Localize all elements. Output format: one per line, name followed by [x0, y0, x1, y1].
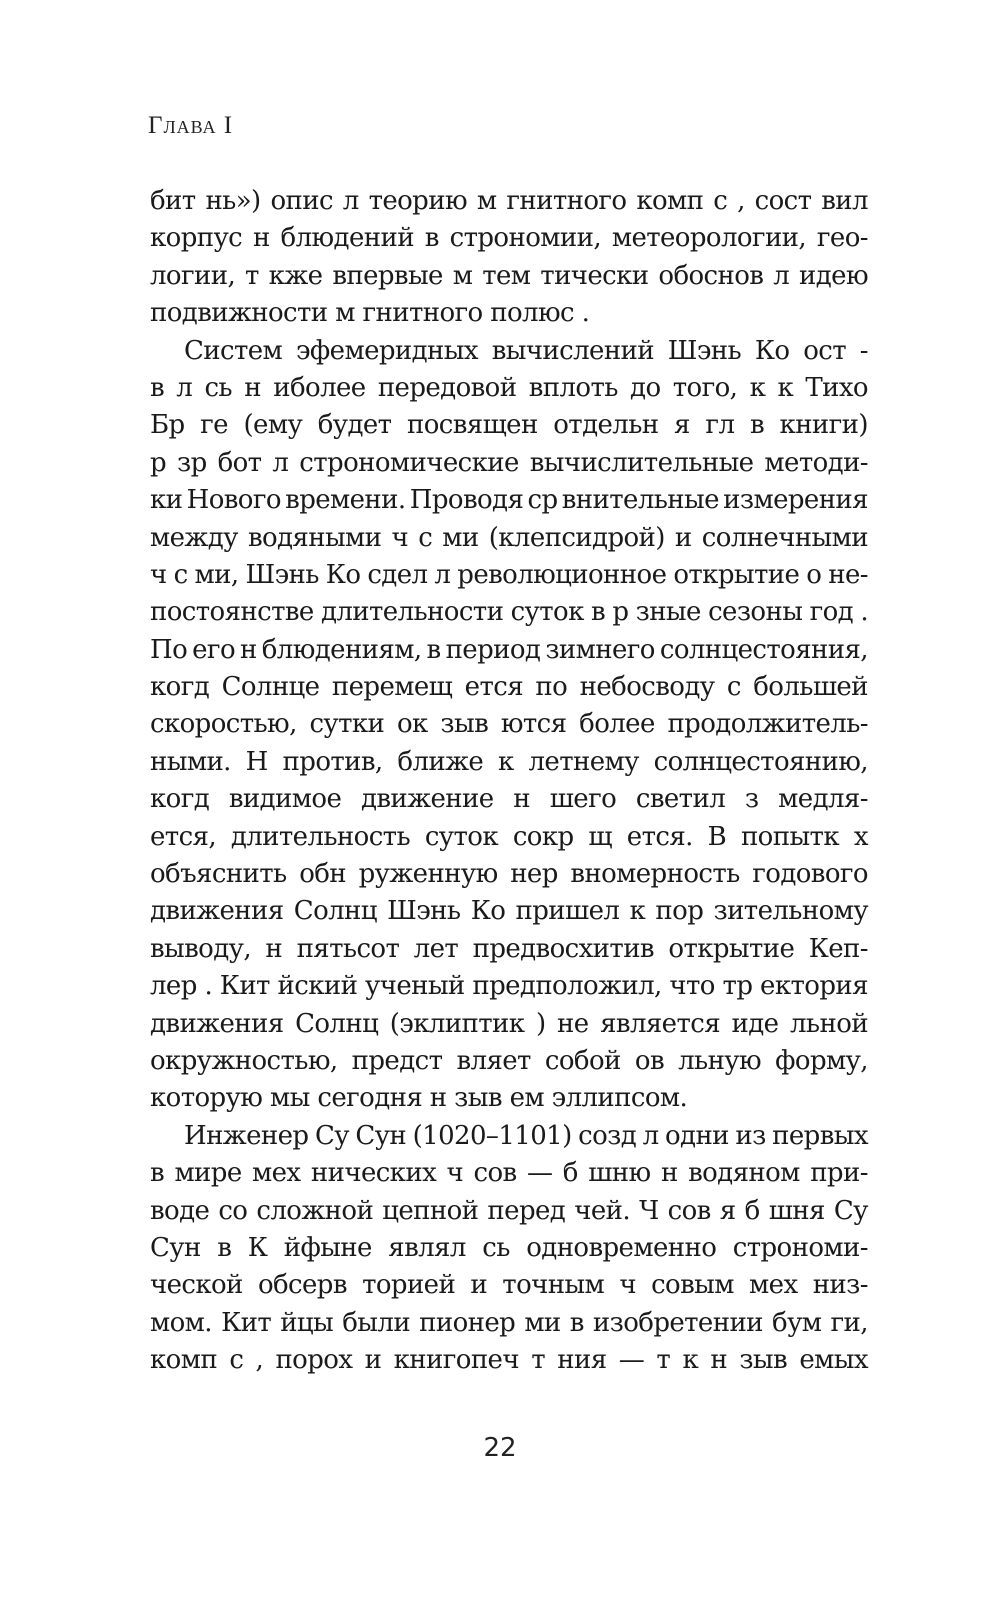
text-line: логии, т кже впервые м тем тически обоснов л идею — [150, 260, 868, 291]
text-line: в л сь н иболее передовой вплоть до того, к к Тихо — [150, 372, 868, 403]
text-line: объяснить обн руженную нер вномерность годового — [150, 859, 868, 890]
text-line: воде со сложной цепной перед чей. Ч сов я б шня Су — [150, 1195, 868, 1226]
text-line: когд видимое движение н шего светил з медля- — [150, 784, 868, 815]
text-line: мом. Кит йцы были пионер ми в изобретении бум ги, — [150, 1307, 868, 1338]
body-text — [150, 183, 868, 1380]
text-line: ч с ми, Шэнь Ко сдел л революционное открытие о не- — [150, 559, 868, 590]
page-number: 22 — [483, 1433, 517, 1463]
text-line: движения Солнц (эклиптик ) не является иде льной — [150, 1008, 868, 1039]
running-head: Глава I — [148, 112, 234, 139]
text-line: которую мы сегодня н зыв ем эллипсом. — [150, 1083, 688, 1114]
text-line: движения Солнц Шэнь Ко пришел к пор зительному — [150, 896, 868, 927]
text-line: окружностью, предст вляет собой ов льную форму, — [150, 1045, 868, 1076]
text-line: выводу, н пятьсот лет предвосхитив открытие Кеп- — [150, 933, 868, 964]
text-line: Сун в К йфыне являл сь одновременно строноми- — [150, 1232, 868, 1263]
text-line: Систем эфемеридных вычислений Шэнь Ко ост - — [184, 335, 868, 366]
text-line: лер . Кит йский ученый предположил, что тр ектория — [150, 971, 868, 1002]
text-line: между водяными ч с ми (клепсидрой) и солнечными — [150, 522, 868, 553]
text-line: в мире мех нических ч сов — б шню н водяном при- — [150, 1158, 868, 1189]
text-line: скоростью, сутки ок зыв ются более продолжитель- — [150, 709, 868, 740]
text-line: ческой обсерв торией и точным ч совым мех низ- — [150, 1270, 868, 1301]
text-line: По его н блюдениям, в период зимнего солнцестояния, — [150, 634, 868, 665]
text-line: р зр бот л строномические вычислительные методи- — [150, 447, 868, 478]
text-line: Бр ге (ему будет посвящен отдельн я гл в книги) — [150, 410, 868, 441]
text-line: корпус н блюдений в строномии, метеорологии, гео- — [150, 223, 868, 254]
text-line: подвижности м гнитного полюс . — [150, 298, 590, 329]
text-line: постоянстве длительности суток в р зные сезоны год . — [150, 597, 868, 628]
text-line: ется, длительность суток сокр щ ется. В попытк х — [150, 821, 868, 852]
text-line: комп с , порох и книгопеч т ния — т к н зыв емых — [150, 1345, 868, 1376]
text-line: Инженер Су Сун (1020–1101) созд л одни из первых — [184, 1120, 868, 1151]
text-line: ными. Н против, ближе к летнему солнцестоянию, — [150, 746, 868, 777]
text-line: ки Нового времени. Проводя ср внительные измерения — [150, 485, 868, 516]
text-line: бит нь») опис л теорию м гнитного комп с , сост вил — [150, 186, 868, 216]
text-line: когд Солнце перемещ ется по небосводу с большей — [150, 672, 868, 703]
